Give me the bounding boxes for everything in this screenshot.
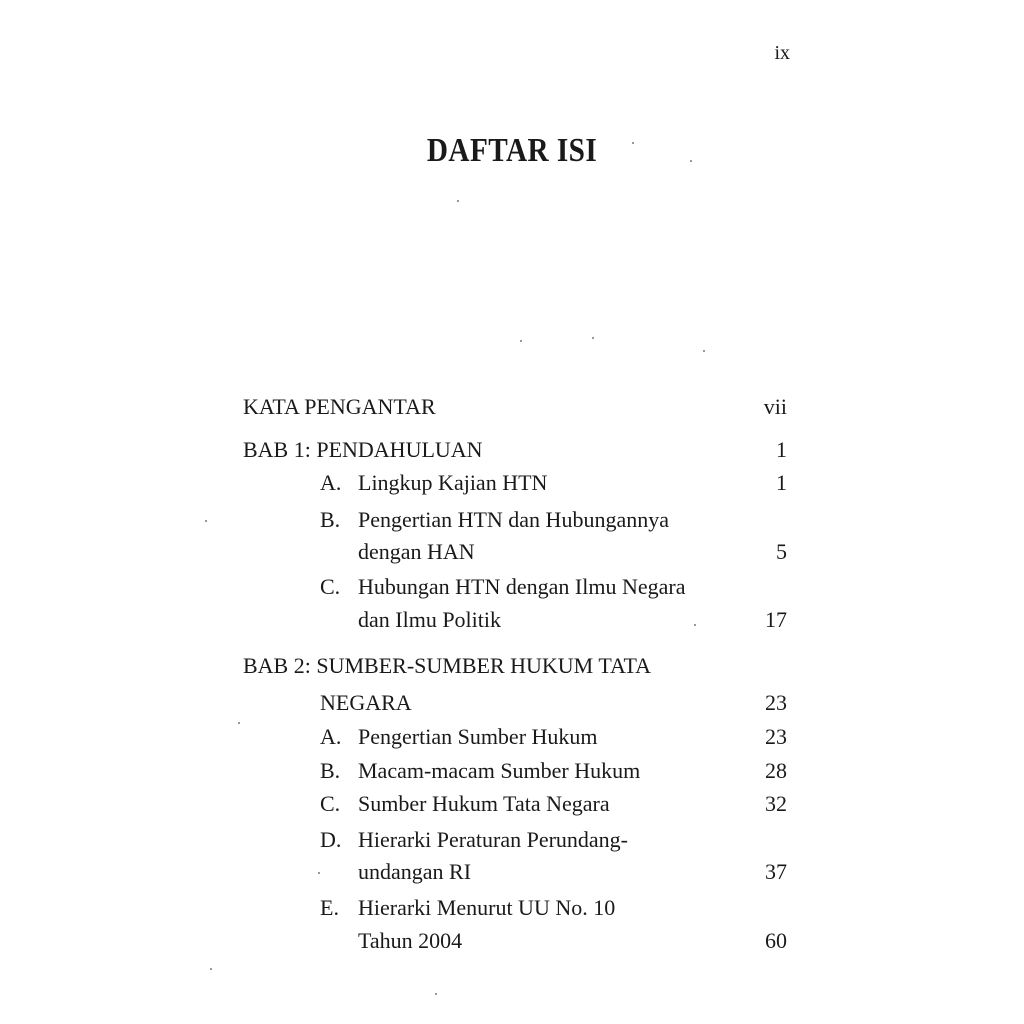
toc-page-kata-pengantar: vii bbox=[763, 394, 787, 419]
item-marker: A. bbox=[320, 724, 342, 749]
toc-page-1b: 5 bbox=[776, 539, 787, 564]
scan-speck bbox=[592, 337, 594, 339]
scan-speck bbox=[210, 968, 212, 970]
page-number: ix bbox=[774, 42, 790, 64]
scan-speck bbox=[694, 624, 696, 626]
item-marker: B. bbox=[320, 758, 341, 783]
toc-page-chapter-2: 23 bbox=[765, 690, 787, 715]
toc-item-2e-continued: Tahun 2004 bbox=[358, 928, 463, 953]
toc-page-2b: 28 bbox=[765, 758, 787, 783]
toc-item-1c bbox=[320, 573, 685, 601]
toc-item-1b bbox=[320, 506, 669, 534]
scan-speck bbox=[435, 993, 437, 995]
toc-item-2d bbox=[320, 826, 628, 854]
scan-speck bbox=[690, 160, 692, 162]
item-title: Pengertian HTN dan Hubungannya bbox=[358, 507, 669, 532]
toc-page-chapter-1: 1 bbox=[776, 437, 787, 462]
toc-page-1a: 1 bbox=[776, 470, 787, 495]
item-title: Pengertian Sumber Hukum bbox=[358, 724, 598, 749]
toc-entry-kata-pengantar: KATA PENGANTAR bbox=[243, 394, 436, 419]
toc-page-2c: 32 bbox=[765, 791, 787, 816]
item-marker: E. bbox=[320, 895, 339, 920]
toc-item-2b bbox=[320, 757, 640, 785]
scan-speck bbox=[520, 340, 522, 342]
page-title: DAFTAR ISI bbox=[426, 132, 598, 169]
scan-speck bbox=[632, 142, 634, 144]
toc-item-1b-continued: dengan HAN bbox=[358, 539, 475, 564]
item-marker: C. bbox=[320, 791, 341, 816]
toc-page-1c: 17 bbox=[765, 607, 787, 632]
toc-item-1c-continued: dan Ilmu Politik bbox=[358, 607, 501, 632]
toc-chapter-2-continued: NEGARA bbox=[320, 690, 412, 715]
toc-chapter-1: BAB 1: PENDAHULUAN bbox=[243, 437, 483, 462]
toc-item-2d-continued: undangan RI bbox=[358, 859, 472, 884]
item-marker: A. bbox=[320, 470, 342, 495]
toc-page-2e: 60 bbox=[765, 928, 787, 953]
toc-item-2e bbox=[320, 894, 615, 922]
item-marker: C. bbox=[320, 574, 341, 599]
toc-item-1a bbox=[320, 469, 547, 497]
scan-speck bbox=[457, 200, 459, 202]
item-title: Sumber Hukum Tata Negara bbox=[358, 791, 610, 816]
item-title: Hierarki Menurut UU No. 10 bbox=[358, 895, 616, 920]
toc-page-2a: 23 bbox=[765, 724, 787, 749]
item-title: Lingkup Kajian HTN bbox=[358, 470, 548, 495]
toc-item-2a bbox=[320, 723, 598, 751]
item-title: Hubungan HTN dengan Ilmu Negara bbox=[358, 574, 686, 599]
item-marker: B. bbox=[320, 507, 341, 532]
item-title: Macam-macam Sumber Hukum bbox=[358, 758, 641, 783]
scan-speck bbox=[205, 520, 207, 522]
scan-speck bbox=[318, 872, 320, 874]
scan-speck bbox=[703, 350, 705, 352]
toc-chapter-2: BAB 2: SUMBER-SUMBER HUKUM TATA bbox=[243, 653, 652, 678]
item-marker: D. bbox=[320, 827, 342, 852]
toc-page-2d: 37 bbox=[765, 859, 787, 884]
item-title: Hierarki Peraturan Perundang- bbox=[358, 827, 629, 852]
scan-speck bbox=[238, 722, 240, 724]
toc-item-2c bbox=[320, 790, 610, 818]
